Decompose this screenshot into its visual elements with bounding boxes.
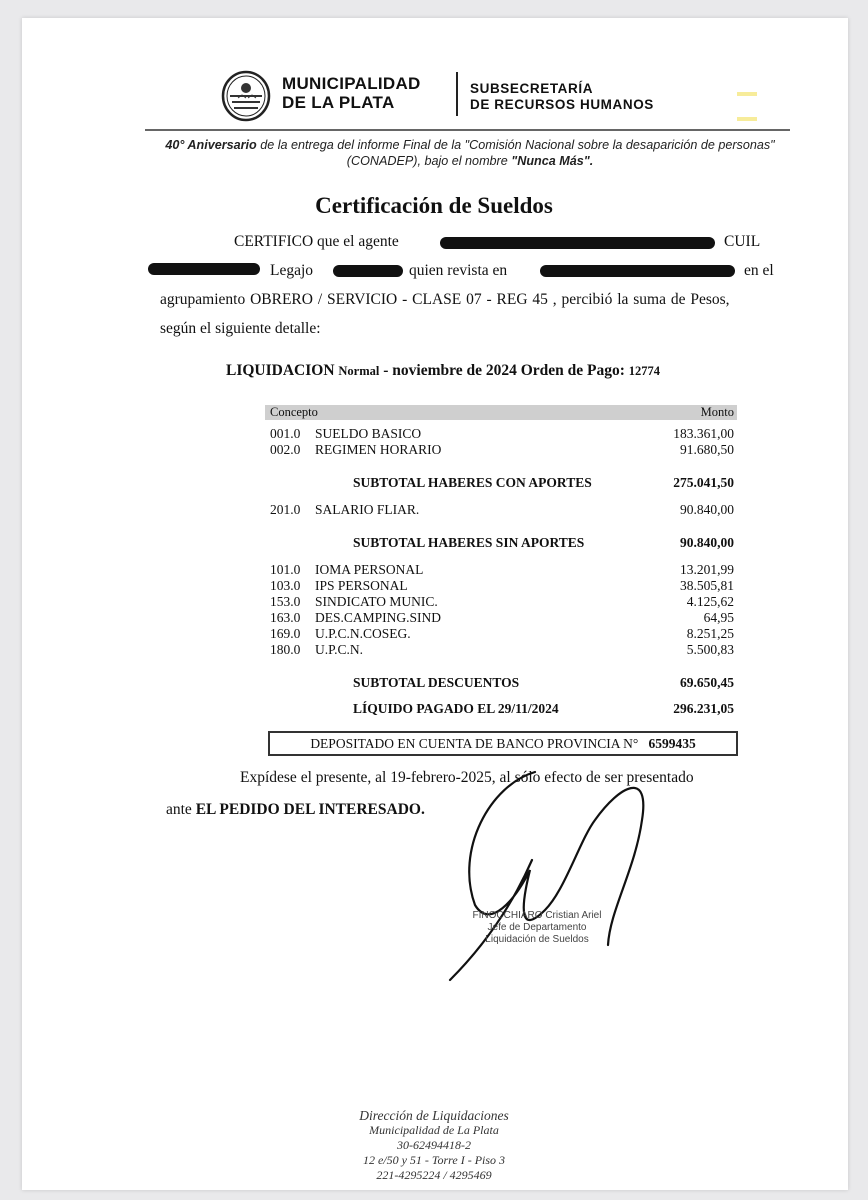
col-concepto: Concepto [270,405,318,419]
deposit-account: 6599435 [648,736,696,751]
table-row [265,610,737,626]
anniv-text: de la entrega del informe Final de la "Comisión Nacional sobre la desaparición de personas" (CONADEP), bajo el nombre [256,138,775,168]
en-el-text: en el [744,262,774,279]
row-desc: SUELDO BASICO [315,426,422,441]
row-amount: 183.361,00 [673,426,734,441]
row-desc: U.P.C.N. [315,642,364,657]
row-code: 002.0 [270,442,301,457]
subtotal-amount: 90.840,00 [680,535,734,550]
row-desc: IPS PERSONAL [315,578,408,593]
liquidacion-label: LIQUIDACION [226,362,335,379]
agrupamiento-text: agrupamiento OBRERO / SERVICIO - CLASE 07 - REG 45 , percibió la suma de Pesos, [160,291,730,308]
liquidacion-line [226,362,660,380]
row-desc: U.P.C.N.COSEG. [315,626,411,641]
redacted-dependency [540,265,735,277]
table-row [265,442,737,458]
row-amount: 90.840,00 [680,502,734,517]
org-line-2 [282,93,421,112]
footer-line: 30-62494418-2 [397,1138,471,1152]
row-amount: 64,95 [703,610,734,625]
redacted-cuil [148,263,260,275]
row-amount: 91.680,50 [680,442,734,457]
row-code: 180.0 [270,642,301,657]
redacted-legajo [333,265,403,277]
table-row [265,426,737,442]
row-amount: 13.201,99 [680,562,734,577]
anniv-name: "Nunca Más". [511,154,594,168]
closing-bold: EL PEDIDO DEL INTERESADO. [195,801,425,818]
row-code: 103.0 [270,578,301,593]
legajo-label: Legajo [270,262,314,279]
table-row [265,502,737,518]
row-code: 101.0 [270,562,301,577]
row-desc: SALARIO FLIAR. [315,502,420,517]
header-rule [145,129,790,131]
subtotal-label: SUBTOTAL DESCUENTOS [353,675,520,690]
table-row [265,642,737,658]
dept-line-2: DE RECURSOS HUMANOS [470,97,654,112]
decor-mark [737,92,757,96]
row-code: 153.0 [270,594,301,609]
liquidacion-type: Normal [338,364,380,378]
row-amount: 4.125,62 [686,594,734,609]
table-row [265,578,737,594]
liquido-amount: 296.231,05 [673,701,734,716]
signer-area: Liquidación de Sueldos [485,934,589,945]
col-monto: Monto [700,405,734,419]
cuil-label: CUIL [724,233,761,250]
deposit-box [268,731,738,756]
row-desc: IOMA PERSONAL [315,562,424,577]
row-desc: SINDICATO MUNIC. [315,594,438,609]
row-desc: REGIMEN HORARIO [315,442,442,457]
footer-line: 12 e/50 y 51 - Torre I - Piso 3 [362,1153,506,1167]
signer-role: Jefe de Departamento [487,922,587,933]
table-header [265,405,737,420]
closing-line-1: Expídese el presente, al 19-febrero-2025, al sólo efecto de ser presentado [240,769,694,786]
liquidacion-period: - noviembre de 2024 Orden de Pago: [383,362,625,379]
row-desc: DES.CAMPING.SIND [315,610,442,625]
decor-mark [737,117,757,121]
org-line-1: MUNICIPALIDAD [282,74,421,93]
revista-text: quien revista en [409,262,508,279]
org-prefix: DE [282,93,312,112]
anniv-bold: 40° Aniversario [165,138,257,152]
org-name [282,74,421,112]
redacted-name [440,237,715,249]
liquido-label: LÍQUIDO PAGADO EL 29/11/2024 [353,701,559,716]
deposit-label: DEPOSITADO EN CUENTA DE BANCO PROVINCIA N° [310,736,639,751]
dept-line-1: SUBSECRETARÍA [470,81,594,96]
subtotal-label: SUBTOTAL HABERES CON APORTES [353,475,592,490]
row-code: 169.0 [270,626,301,641]
footer-block [0,1108,868,1183]
handwritten-signature [420,760,660,990]
signer-name: FINOCCHIARO Cristian Ariel [472,910,602,921]
anniversary-note [140,137,800,169]
row-amount: 8.251,25 [686,626,734,641]
dept-name [470,81,654,113]
subtotal-label: SUBTOTAL HABERES SIN APORTES [353,535,585,550]
row-code: 201.0 [270,502,301,517]
row-code: 001.0 [270,426,301,441]
table-row [265,562,737,578]
org-bold: LA PLATA [311,93,395,112]
certifico-text: CERTIFICO que el agente [234,233,399,250]
subtotal-amount: 69.650,45 [680,675,734,690]
subtotal-sin-aportes [265,535,737,551]
footer-line: Municipalidad de La Plata [369,1123,499,1137]
order-number: 12774 [628,364,661,378]
table-row [265,594,737,610]
closing-prefix: ante [166,801,196,818]
detalle-text: según el siguiente detalle: [160,320,321,337]
page-title: Certificación de Sueldos [315,193,553,218]
footer-line: Dirección de Liquidaciones [359,1108,509,1123]
table-row [265,626,737,642]
row-amount: 5.500,83 [686,642,734,657]
closing-line-2 [166,801,425,819]
liquido-pagado [265,701,737,717]
subtotal-con-aportes [265,475,737,491]
salary-table [265,405,737,725]
municipal-seal-icon [220,70,272,122]
signer-block [466,910,608,946]
row-amount: 38.505,81 [680,578,734,593]
subtotal-descuentos [265,675,737,691]
header-divider [456,72,458,116]
footer-line: 221-4295224 / 4295469 [376,1168,492,1182]
subtotal-amount: 275.041,50 [673,475,734,490]
row-code: 163.0 [270,610,301,625]
